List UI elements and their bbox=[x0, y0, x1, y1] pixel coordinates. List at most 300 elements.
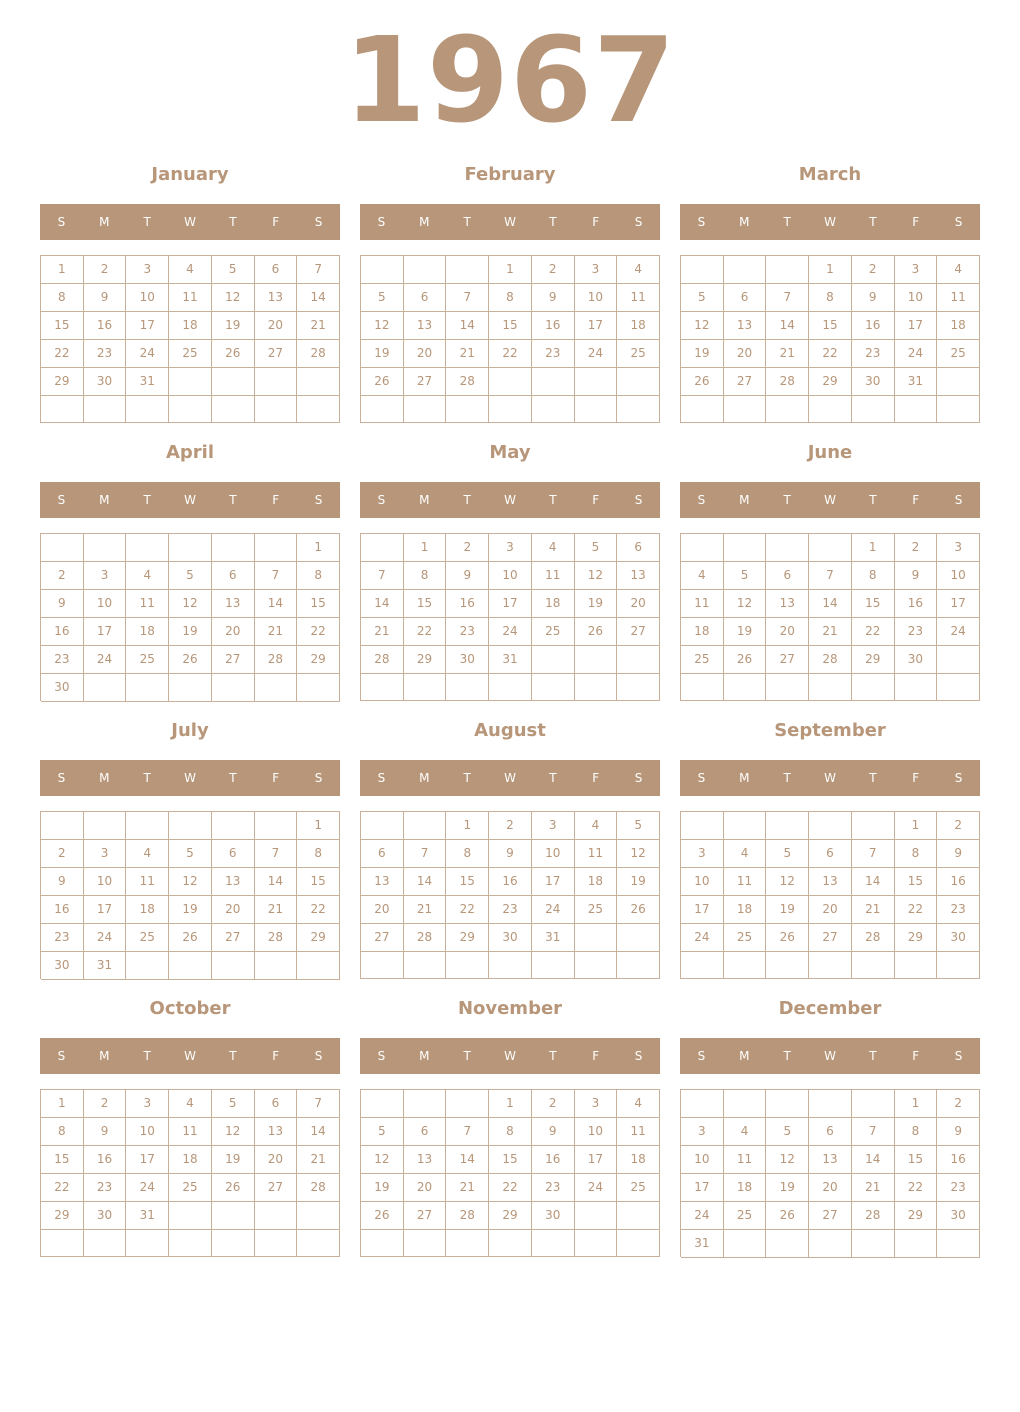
empty-day-cell bbox=[937, 646, 980, 674]
empty-day-cell bbox=[809, 1230, 852, 1258]
day-cell: 24 bbox=[681, 1202, 724, 1230]
day-cell: 5 bbox=[766, 840, 809, 868]
day-grid bbox=[40, 811, 340, 979]
weekday-label: F bbox=[592, 215, 600, 229]
empty-day-cell bbox=[724, 674, 767, 701]
day-cell: 29 bbox=[489, 1202, 532, 1230]
empty-day-cell bbox=[766, 1090, 809, 1118]
weekday-label: F bbox=[912, 215, 920, 229]
day-cell: 18 bbox=[169, 312, 212, 340]
empty-day-cell bbox=[126, 952, 169, 980]
day-cell: 27 bbox=[809, 1202, 852, 1230]
weekday-label: T bbox=[549, 1049, 557, 1063]
day-cell: 28 bbox=[852, 1202, 895, 1230]
day-cell: 17 bbox=[532, 868, 575, 896]
day-cell: 8 bbox=[895, 1118, 938, 1146]
day-cell: 1 bbox=[895, 1090, 938, 1118]
empty-day-cell bbox=[212, 952, 255, 980]
day-grid bbox=[680, 1089, 980, 1257]
day-cell: 7 bbox=[255, 840, 298, 868]
empty-day-cell bbox=[532, 396, 575, 423]
empty-day-cell bbox=[766, 256, 809, 284]
empty-day-cell bbox=[895, 1230, 938, 1258]
day-cell: 28 bbox=[404, 924, 447, 952]
empty-day-cell bbox=[809, 396, 852, 423]
empty-day-cell bbox=[169, 952, 212, 980]
empty-day-cell bbox=[41, 1230, 84, 1257]
empty-day-cell bbox=[84, 534, 127, 562]
weekday-label: S bbox=[697, 493, 706, 507]
day-cell: 13 bbox=[212, 868, 255, 896]
empty-day-cell bbox=[361, 674, 404, 701]
day-cell: 3 bbox=[895, 256, 938, 284]
day-cell: 3 bbox=[126, 256, 169, 284]
weekday-label: S bbox=[314, 771, 323, 785]
day-cell: 20 bbox=[361, 896, 404, 924]
empty-day-cell bbox=[809, 812, 852, 840]
day-cell: 1 bbox=[852, 534, 895, 562]
day-cell: 29 bbox=[41, 1202, 84, 1230]
day-cell: 9 bbox=[937, 1118, 980, 1146]
weekday-label: S bbox=[314, 1049, 323, 1063]
day-cell: 27 bbox=[255, 1174, 298, 1202]
day-cell: 21 bbox=[255, 896, 298, 924]
day-cell: 7 bbox=[297, 256, 340, 284]
day-cell: 2 bbox=[41, 562, 84, 590]
day-cell: 15 bbox=[41, 312, 84, 340]
day-cell: 29 bbox=[41, 368, 84, 396]
empty-day-cell bbox=[766, 812, 809, 840]
day-cell: 3 bbox=[84, 840, 127, 868]
weekday-label: M bbox=[419, 1049, 430, 1063]
day-cell: 23 bbox=[41, 924, 84, 952]
weekday-label: W bbox=[184, 493, 196, 507]
weekday-label: T bbox=[463, 771, 471, 785]
weekday-label: T bbox=[783, 215, 791, 229]
weekday-label: S bbox=[634, 1049, 643, 1063]
weekday-label: W bbox=[184, 1049, 196, 1063]
day-cell: 29 bbox=[297, 924, 340, 952]
empty-day-cell bbox=[361, 1090, 404, 1118]
empty-day-cell bbox=[937, 396, 980, 423]
weekday-label: F bbox=[272, 215, 280, 229]
day-cell: 22 bbox=[489, 340, 532, 368]
day-cell: 18 bbox=[126, 618, 169, 646]
day-cell: 20 bbox=[212, 896, 255, 924]
day-cell: 15 bbox=[297, 590, 340, 618]
month-name: April bbox=[165, 442, 215, 463]
day-cell: 8 bbox=[297, 840, 340, 868]
day-cell: 17 bbox=[575, 1146, 618, 1174]
weekday-label: T bbox=[783, 771, 791, 785]
day-cell: 6 bbox=[255, 1090, 298, 1118]
day-cell: 24 bbox=[126, 340, 169, 368]
day-cell: 26 bbox=[724, 646, 767, 674]
weekday-label: T bbox=[869, 493, 877, 507]
day-cell: 26 bbox=[169, 924, 212, 952]
day-cell: 14 bbox=[255, 590, 298, 618]
empty-day-cell bbox=[681, 1090, 724, 1118]
day-cell: 26 bbox=[361, 1202, 404, 1230]
empty-day-cell bbox=[937, 674, 980, 701]
weekday-label: S bbox=[377, 493, 386, 507]
weekday-header bbox=[680, 1038, 980, 1074]
weekday-label: W bbox=[504, 1049, 516, 1063]
day-cell: 30 bbox=[489, 924, 532, 952]
day-cell: 14 bbox=[852, 1146, 895, 1174]
day-cell: 17 bbox=[937, 590, 980, 618]
day-cell: 30 bbox=[41, 674, 84, 702]
weekday-label: S bbox=[697, 1049, 706, 1063]
day-cell: 28 bbox=[766, 368, 809, 396]
day-cell: 1 bbox=[489, 1090, 532, 1118]
empty-day-cell bbox=[446, 952, 489, 979]
day-cell: 17 bbox=[575, 312, 618, 340]
day-cell: 11 bbox=[724, 868, 767, 896]
day-cell: 12 bbox=[361, 312, 404, 340]
day-cell: 3 bbox=[575, 1090, 618, 1118]
day-cell: 28 bbox=[852, 924, 895, 952]
empty-day-cell bbox=[575, 924, 618, 952]
empty-day-cell bbox=[169, 1202, 212, 1230]
weekday-label: S bbox=[697, 215, 706, 229]
weekday-label: M bbox=[419, 493, 430, 507]
empty-day-cell bbox=[937, 368, 980, 396]
day-cell: 28 bbox=[361, 646, 404, 674]
month-name: July bbox=[171, 720, 209, 741]
day-cell: 23 bbox=[489, 896, 532, 924]
empty-day-cell bbox=[361, 812, 404, 840]
day-cell: 13 bbox=[404, 312, 447, 340]
empty-day-cell bbox=[617, 368, 660, 396]
day-cell: 11 bbox=[724, 1146, 767, 1174]
empty-day-cell bbox=[297, 952, 340, 980]
day-cell: 3 bbox=[575, 256, 618, 284]
weekday-label: M bbox=[739, 771, 750, 785]
day-cell: 15 bbox=[41, 1146, 84, 1174]
day-cell: 2 bbox=[937, 1090, 980, 1118]
weekday-label: S bbox=[954, 215, 963, 229]
month-name: May bbox=[489, 442, 531, 463]
day-cell: 13 bbox=[212, 590, 255, 618]
empty-day-cell bbox=[404, 256, 447, 284]
weekday-label: T bbox=[549, 215, 557, 229]
month-name: June bbox=[807, 442, 853, 463]
day-cell: 6 bbox=[361, 840, 404, 868]
day-cell: 7 bbox=[766, 284, 809, 312]
day-cell: 20 bbox=[809, 896, 852, 924]
day-cell: 12 bbox=[169, 868, 212, 896]
day-cell: 6 bbox=[766, 562, 809, 590]
empty-day-cell bbox=[361, 952, 404, 979]
empty-day-cell bbox=[724, 1090, 767, 1118]
empty-day-cell bbox=[489, 674, 532, 701]
weekday-label: W bbox=[184, 771, 196, 785]
day-cell: 13 bbox=[724, 312, 767, 340]
day-cell: 10 bbox=[84, 590, 127, 618]
day-cell: 22 bbox=[489, 1174, 532, 1202]
day-cell: 1 bbox=[809, 256, 852, 284]
day-cell: 11 bbox=[126, 590, 169, 618]
day-cell: 27 bbox=[212, 924, 255, 952]
day-cell: 17 bbox=[84, 896, 127, 924]
day-cell: 20 bbox=[724, 340, 767, 368]
weekday-label: F bbox=[272, 771, 280, 785]
day-cell: 25 bbox=[681, 646, 724, 674]
day-cell: 26 bbox=[766, 1202, 809, 1230]
day-cell: 17 bbox=[489, 590, 532, 618]
empty-day-cell bbox=[126, 1230, 169, 1257]
day-cell: 3 bbox=[937, 534, 980, 562]
day-cell: 18 bbox=[681, 618, 724, 646]
day-cell: 16 bbox=[41, 618, 84, 646]
weekday-label: T bbox=[143, 215, 151, 229]
day-cell: 24 bbox=[489, 618, 532, 646]
day-cell: 10 bbox=[84, 868, 127, 896]
weekday-label: T bbox=[229, 215, 237, 229]
day-cell: 18 bbox=[937, 312, 980, 340]
day-cell: 24 bbox=[84, 646, 127, 674]
day-cell: 9 bbox=[937, 840, 980, 868]
day-cell: 7 bbox=[404, 840, 447, 868]
day-cell: 23 bbox=[84, 340, 127, 368]
day-cell: 25 bbox=[169, 340, 212, 368]
day-cell: 27 bbox=[404, 1202, 447, 1230]
day-cell: 5 bbox=[169, 562, 212, 590]
day-cell: 27 bbox=[361, 924, 404, 952]
day-cell: 25 bbox=[724, 1202, 767, 1230]
day-cell: 20 bbox=[809, 1174, 852, 1202]
day-cell: 6 bbox=[724, 284, 767, 312]
day-cell: 26 bbox=[212, 340, 255, 368]
empty-day-cell bbox=[361, 1230, 404, 1257]
weekday-label: T bbox=[463, 1049, 471, 1063]
day-cell: 14 bbox=[809, 590, 852, 618]
empty-day-cell bbox=[84, 812, 127, 840]
empty-day-cell bbox=[489, 396, 532, 423]
weekday-label: F bbox=[912, 1049, 920, 1063]
day-cell: 16 bbox=[895, 590, 938, 618]
day-cell: 18 bbox=[126, 896, 169, 924]
day-cell: 8 bbox=[852, 562, 895, 590]
day-cell: 23 bbox=[937, 1174, 980, 1202]
weekday-label: T bbox=[229, 493, 237, 507]
day-cell: 4 bbox=[724, 1118, 767, 1146]
day-cell: 16 bbox=[41, 896, 84, 924]
day-cell: 19 bbox=[617, 868, 660, 896]
day-cell: 5 bbox=[212, 256, 255, 284]
weekday-label: S bbox=[57, 1049, 66, 1063]
day-cell: 14 bbox=[404, 868, 447, 896]
day-cell: 23 bbox=[852, 340, 895, 368]
empty-day-cell bbox=[575, 396, 618, 423]
empty-day-cell bbox=[617, 646, 660, 674]
day-cell: 24 bbox=[681, 924, 724, 952]
weekday-label: M bbox=[99, 771, 110, 785]
weekday-label: W bbox=[184, 215, 196, 229]
day-cell: 15 bbox=[895, 868, 938, 896]
day-cell: 27 bbox=[255, 340, 298, 368]
day-cell: 4 bbox=[126, 562, 169, 590]
weekday-label: W bbox=[824, 1049, 836, 1063]
day-cell: 10 bbox=[681, 868, 724, 896]
empty-day-cell bbox=[724, 534, 767, 562]
weekday-label: T bbox=[143, 771, 151, 785]
day-cell: 24 bbox=[937, 618, 980, 646]
empty-day-cell bbox=[575, 1202, 618, 1230]
weekday-label: W bbox=[504, 493, 516, 507]
day-cell: 16 bbox=[532, 312, 575, 340]
empty-day-cell bbox=[126, 396, 169, 423]
day-cell: 31 bbox=[532, 924, 575, 952]
day-cell: 12 bbox=[766, 1146, 809, 1174]
day-cell: 31 bbox=[681, 1230, 724, 1258]
empty-day-cell bbox=[169, 674, 212, 702]
day-cell: 15 bbox=[404, 590, 447, 618]
weekday-label: T bbox=[463, 493, 471, 507]
day-cell: 21 bbox=[446, 1174, 489, 1202]
empty-day-cell bbox=[852, 674, 895, 701]
empty-day-cell bbox=[446, 1090, 489, 1118]
day-cell: 2 bbox=[937, 812, 980, 840]
day-cell: 12 bbox=[575, 562, 618, 590]
empty-day-cell bbox=[446, 1230, 489, 1257]
empty-day-cell bbox=[852, 952, 895, 979]
empty-day-cell bbox=[617, 674, 660, 701]
day-cell: 5 bbox=[361, 284, 404, 312]
day-cell: 9 bbox=[446, 562, 489, 590]
empty-day-cell bbox=[617, 1202, 660, 1230]
day-cell: 15 bbox=[297, 868, 340, 896]
day-cell: 12 bbox=[681, 312, 724, 340]
day-cell: 7 bbox=[446, 284, 489, 312]
day-cell: 9 bbox=[41, 590, 84, 618]
day-cell: 30 bbox=[937, 924, 980, 952]
empty-day-cell bbox=[297, 1202, 340, 1230]
day-cell: 8 bbox=[809, 284, 852, 312]
empty-day-cell bbox=[404, 952, 447, 979]
day-cell: 5 bbox=[575, 534, 618, 562]
day-cell: 2 bbox=[84, 1090, 127, 1118]
day-cell: 19 bbox=[169, 896, 212, 924]
day-cell: 13 bbox=[404, 1146, 447, 1174]
day-cell: 15 bbox=[852, 590, 895, 618]
day-cell: 27 bbox=[809, 924, 852, 952]
weekday-header bbox=[40, 482, 340, 518]
day-cell: 18 bbox=[617, 1146, 660, 1174]
weekday-label: S bbox=[954, 493, 963, 507]
empty-day-cell bbox=[212, 674, 255, 702]
empty-day-cell bbox=[809, 952, 852, 979]
day-cell: 3 bbox=[84, 562, 127, 590]
weekday-label: W bbox=[824, 215, 836, 229]
weekday-label: F bbox=[592, 771, 600, 785]
weekday-header bbox=[40, 760, 340, 796]
day-cell: 21 bbox=[297, 312, 340, 340]
day-cell: 11 bbox=[937, 284, 980, 312]
day-cell: 22 bbox=[41, 340, 84, 368]
day-cell: 16 bbox=[532, 1146, 575, 1174]
weekday-label: T bbox=[869, 215, 877, 229]
day-cell: 20 bbox=[766, 618, 809, 646]
day-cell: 5 bbox=[724, 562, 767, 590]
day-cell: 21 bbox=[255, 618, 298, 646]
weekday-label: S bbox=[954, 771, 963, 785]
empty-day-cell bbox=[255, 1230, 298, 1257]
day-cell: 4 bbox=[724, 840, 767, 868]
day-cell: 28 bbox=[297, 340, 340, 368]
month-name: December bbox=[778, 998, 882, 1019]
empty-day-cell bbox=[297, 368, 340, 396]
day-cell: 5 bbox=[212, 1090, 255, 1118]
empty-day-cell bbox=[255, 1202, 298, 1230]
day-grid bbox=[360, 533, 660, 701]
empty-day-cell bbox=[169, 396, 212, 423]
day-cell: 5 bbox=[169, 840, 212, 868]
day-cell: 7 bbox=[297, 1090, 340, 1118]
empty-day-cell bbox=[575, 1230, 618, 1257]
day-cell: 30 bbox=[852, 368, 895, 396]
empty-day-cell bbox=[169, 534, 212, 562]
day-cell: 13 bbox=[809, 868, 852, 896]
day-cell: 9 bbox=[895, 562, 938, 590]
weekday-label: S bbox=[57, 493, 66, 507]
empty-day-cell bbox=[681, 256, 724, 284]
weekday-label: S bbox=[377, 771, 386, 785]
day-cell: 20 bbox=[404, 340, 447, 368]
day-cell: 12 bbox=[766, 868, 809, 896]
empty-day-cell bbox=[532, 646, 575, 674]
day-cell: 4 bbox=[169, 1090, 212, 1118]
weekday-label: F bbox=[272, 1049, 280, 1063]
weekday-label: M bbox=[419, 215, 430, 229]
empty-day-cell bbox=[532, 674, 575, 701]
empty-day-cell bbox=[766, 396, 809, 423]
empty-day-cell bbox=[852, 1230, 895, 1258]
day-cell: 5 bbox=[766, 1118, 809, 1146]
day-cell: 11 bbox=[575, 840, 618, 868]
day-cell: 15 bbox=[895, 1146, 938, 1174]
empty-day-cell bbox=[681, 812, 724, 840]
month-name: January bbox=[151, 164, 229, 185]
empty-day-cell bbox=[766, 1230, 809, 1258]
day-cell: 8 bbox=[41, 1118, 84, 1146]
empty-day-cell bbox=[489, 368, 532, 396]
day-cell: 14 bbox=[255, 868, 298, 896]
empty-day-cell bbox=[84, 396, 127, 423]
day-cell: 29 bbox=[404, 646, 447, 674]
weekday-label: S bbox=[377, 1049, 386, 1063]
day-cell: 7 bbox=[446, 1118, 489, 1146]
day-cell: 11 bbox=[617, 1118, 660, 1146]
day-cell: 23 bbox=[895, 618, 938, 646]
day-cell: 22 bbox=[297, 618, 340, 646]
day-cell: 16 bbox=[84, 312, 127, 340]
month-name: March bbox=[798, 164, 862, 185]
day-cell: 22 bbox=[895, 896, 938, 924]
day-cell: 10 bbox=[126, 1118, 169, 1146]
day-cell: 27 bbox=[404, 368, 447, 396]
day-cell: 3 bbox=[681, 840, 724, 868]
day-cell: 26 bbox=[575, 618, 618, 646]
day-cell: 12 bbox=[169, 590, 212, 618]
day-cell: 22 bbox=[446, 896, 489, 924]
day-cell: 8 bbox=[404, 562, 447, 590]
day-cell: 28 bbox=[297, 1174, 340, 1202]
empty-day-cell bbox=[895, 952, 938, 979]
year-title: 1967 bbox=[343, 11, 677, 149]
day-cell: 23 bbox=[84, 1174, 127, 1202]
